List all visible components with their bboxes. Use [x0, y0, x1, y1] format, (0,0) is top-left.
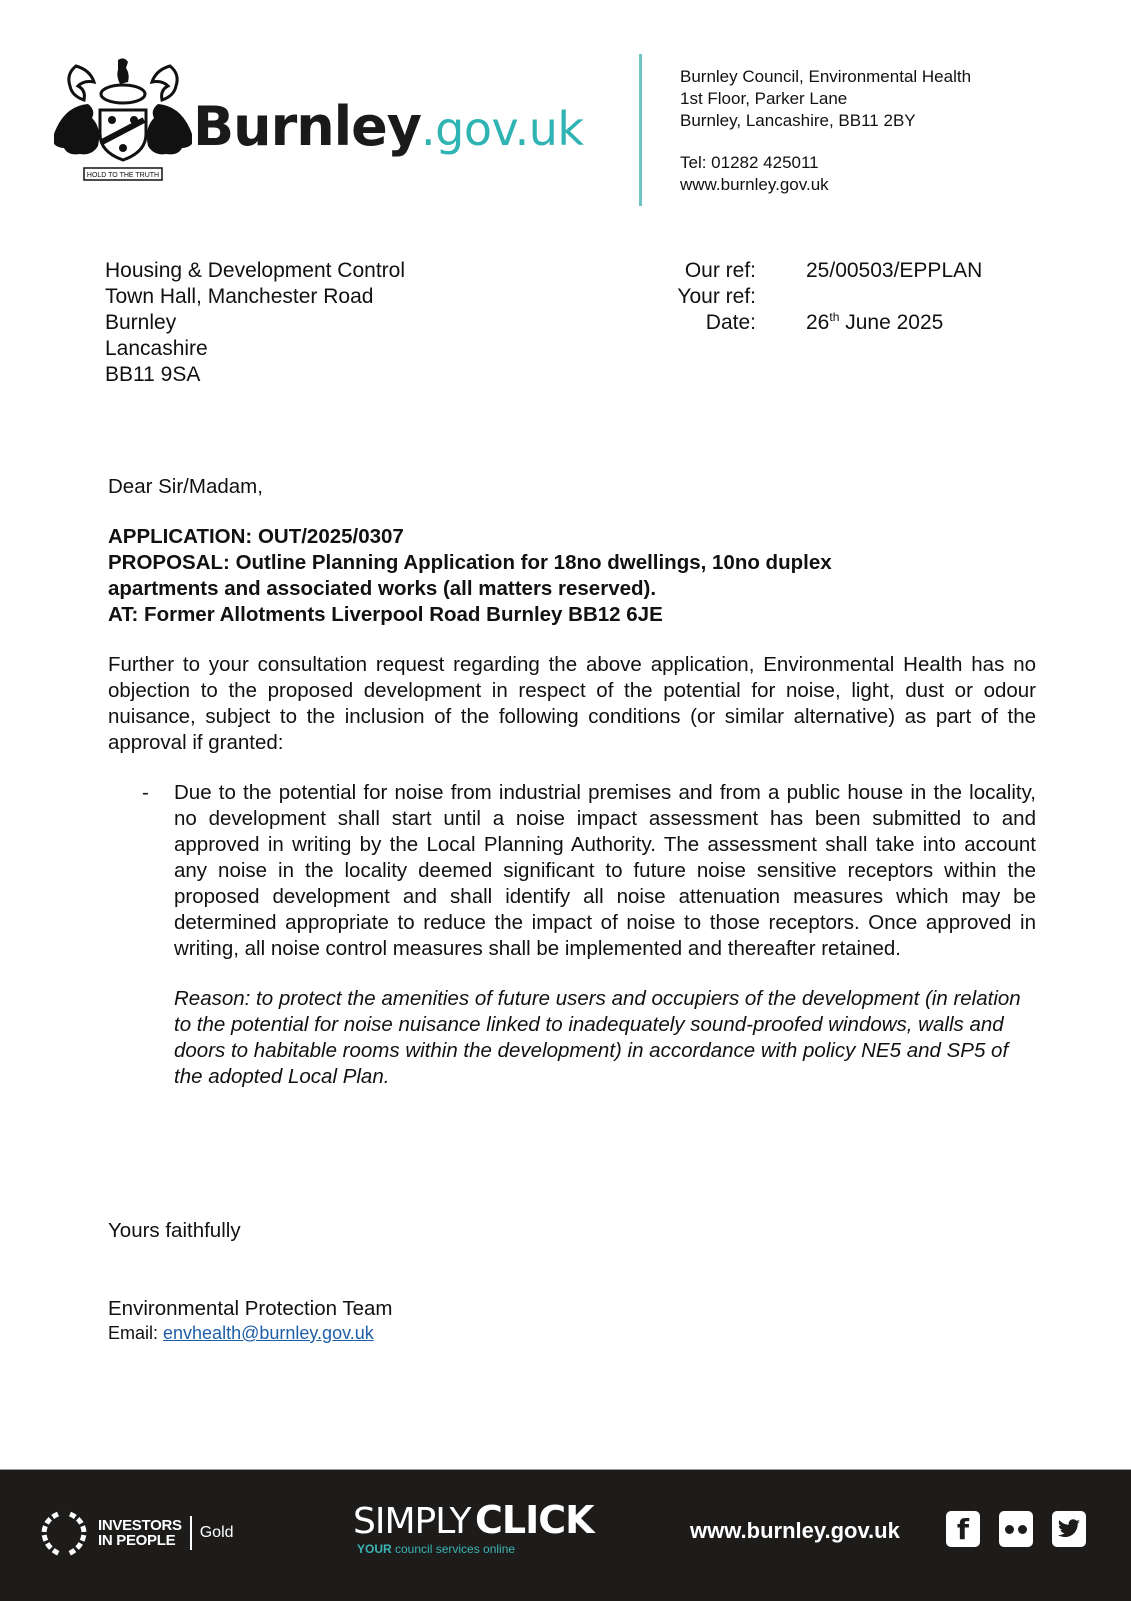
team-name: Environmental Protection Team: [108, 1297, 393, 1320]
reference-block: [600, 258, 982, 336]
application-details: [108, 524, 1036, 628]
application-number: APPLICATION: OUT/2025/0307: [108, 525, 404, 548]
condition-bullet: -: [142, 781, 149, 804]
proposal-description: PROPOSAL: Outline Planning Application for 18no dwellings, 10no duplex apartments and associated works (all matters reserved).: [108, 551, 832, 600]
iip-line1: INVESTORS: [98, 1517, 182, 1534]
council-address: [680, 66, 971, 196]
our-ref-value: 25/00503/EPPLAN: [806, 259, 983, 282]
intro-paragraph: Further to your consultation request regarding the above application, Environmental Health has no objection to the proposed development in respect of the potential for noise, light, dust or odour nuisance, subject to the inclusion of the following conditions (or similar alternative) as part of the approval if granted:: [108, 653, 1036, 754]
svg-text:HOLD TO THE TRUTH: HOLD TO THE TRUTH: [86, 172, 160, 179]
council-address-line: 1st Floor, Parker Lane: [680, 89, 848, 108]
condition-reason: Reason: to protect the amenities of future users and occupiers of the development (in relation to the potential for noise nuisance linked to inadequately sound-proofed windows, walls and doors to habitable rooms within the development) in accordance with policy NE5 and SP5 of the adopted Local Plan.: [174, 987, 1021, 1088]
site-address: AT: Former Allotments Liverpool Road Burnley BB12 6JE: [108, 603, 663, 626]
our-ref-label: Our ref:: [684, 259, 756, 282]
investors-in-people-logo: [40, 1510, 234, 1556]
our-ref-row: [600, 258, 982, 284]
recipient-address: [105, 258, 405, 388]
date-label: Date:: [705, 311, 756, 334]
laurel-wreath-icon: [40, 1510, 88, 1556]
date-row: [600, 310, 982, 336]
salutation: Dear Sir/Madam,: [108, 475, 263, 498]
footer-banner: [0, 1469, 1131, 1601]
brand-main: Burnley: [193, 95, 422, 158]
council-address-line: Burnley, Lancashire, BB11 2BY: [680, 111, 916, 130]
council-address-line: Burnley Council, Environmental Health: [680, 67, 972, 86]
coat-of-arms-icon: [48, 56, 198, 184]
recipient-line: BB11 9SA: [105, 363, 201, 386]
brand-wordmark: [193, 95, 584, 158]
signature-block: [108, 1296, 393, 1344]
click-word: CLICK: [474, 1498, 594, 1542]
header-divider: [639, 54, 642, 206]
simply-click-tagline: [357, 1542, 515, 1556]
recipient-line: Town Hall, Manchester Road: [105, 285, 374, 308]
council-telephone: Tel: 01282 425011: [680, 153, 819, 172]
email-row: [108, 1322, 393, 1344]
your-ref-row: [600, 284, 982, 310]
council-website: www.burnley.gov.uk: [680, 175, 829, 194]
recipient-line: Burnley: [105, 311, 177, 334]
brand-domain: .gov.uk: [421, 102, 584, 156]
your-ref-label: Your ref:: [677, 285, 756, 308]
email-link[interactable]: envhealth@burnley.gov.uk: [163, 1323, 374, 1343]
simply-word: SIMPLY: [353, 1501, 471, 1542]
email-label: Email:: [108, 1323, 164, 1343]
letter-body: [108, 474, 1036, 1090]
closing: Yours faithfully: [108, 1219, 241, 1242]
recipient-line: Lancashire: [105, 337, 208, 360]
recipient-line: Housing & Development Control: [105, 259, 405, 282]
iip-level: Gold: [199, 1524, 234, 1541]
iip-text: [98, 1518, 182, 1548]
date-suffix: th: [829, 310, 840, 324]
iip-line2: IN PEOPLE: [98, 1532, 176, 1549]
date-value: [806, 310, 943, 336]
date-month-year: June 2025: [839, 311, 944, 334]
twitter-icon[interactable]: [1052, 1511, 1086, 1547]
condition-text: Due to the potential for noise from industrial premises and from a public house in the locality, no development shall start until a noise impact assessment has been submitted to and approved in writing by the Local Planning Authority. The assessment shall take into account any noise in the locality deemed significant to future noise sensitive receptors within the proposed development and shall identify all noise attenuation measures which may be determined appropriate to reduce the impact of noise to those receptors. Once approved in writing, all noise control measures shall be implemented and thereafter retained.: [174, 781, 1036, 960]
tagline-your: YOUR: [357, 1542, 392, 1556]
date-day: 26: [806, 311, 830, 334]
simply-click-logo: [353, 1498, 594, 1556]
flickr-icon[interactable]: [999, 1511, 1033, 1547]
facebook-icon[interactable]: f: [946, 1511, 980, 1547]
footer-website[interactable]: www.burnley.gov.uk: [690, 1518, 900, 1543]
burnley-logo: [48, 56, 608, 186]
tagline-rest: council services online: [391, 1542, 516, 1556]
condition-item: [108, 780, 1036, 962]
